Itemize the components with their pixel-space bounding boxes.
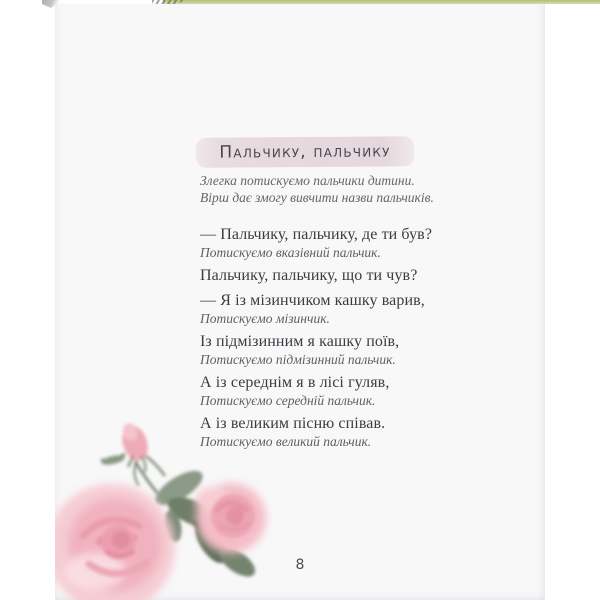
poem-instruction: Потискуємо великий пальчик. [200, 434, 372, 449]
poem-instruction: Потискуємо підмізинний пальчик. [200, 352, 396, 367]
poem-line: А із середнім я в лісі гуляв, [200, 374, 390, 391]
title-highlight-band [196, 136, 414, 168]
poem-stanza [200, 267, 510, 285]
poem-line: Пальчику, пальчику, що ти чув? [200, 267, 418, 284]
poem-line: А із великим пісню співав. [200, 415, 386, 432]
poem-stanza [200, 226, 510, 260]
poem-intro-line: Злегка потискуємо пальчики дитини. [200, 173, 415, 188]
book-page [55, 4, 545, 600]
poem-intro [200, 172, 500, 206]
page-title: Пальчику, пальчику [219, 141, 391, 163]
poem-instruction: Потискуємо середній пальчик. [200, 393, 376, 408]
poem-stanza [200, 333, 510, 367]
poem-line: — Пальчику, пальчику, де ти був? [200, 226, 433, 243]
poem-line: Із підмізинним я кашку поїв, [200, 333, 400, 350]
poem-stanza [200, 374, 510, 408]
page-number: 8 [295, 557, 305, 573]
poem-instruction: Потискуємо вказівний пальчик. [200, 245, 381, 260]
poem-intro-line: Вірш дає змогу вивчити назви пальчиків. [200, 190, 434, 205]
rosebud [100, 421, 165, 494]
poem-instruction: Потискуємо мізинчик. [200, 311, 330, 326]
rose-small-petals [211, 494, 255, 538]
poem-stanza [200, 292, 510, 326]
poem-line: — Я із мізинчиком кашку варив, [200, 292, 425, 309]
